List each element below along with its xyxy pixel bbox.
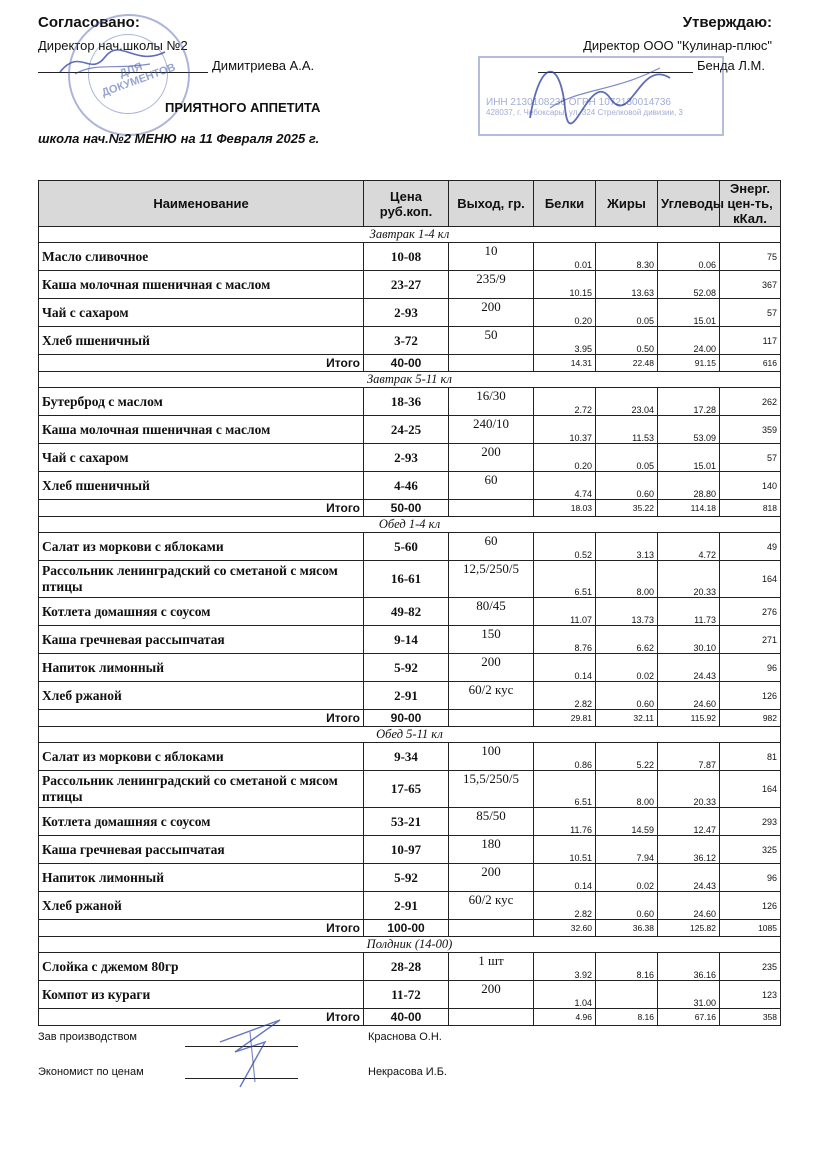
round-stamp-icon xyxy=(68,14,190,136)
col-name-header: Наименование xyxy=(39,181,364,227)
dish-price: 5-92 xyxy=(364,864,449,892)
total-fat: 35.22 xyxy=(596,500,658,517)
dish-fat: 13.73 xyxy=(596,598,658,626)
total-energy: 1085 xyxy=(720,920,781,937)
dish-energy: 123 xyxy=(720,981,781,1009)
table-row xyxy=(39,299,781,327)
dish-energy: 140 xyxy=(720,472,781,500)
dish-protein: 0.01 xyxy=(534,243,596,271)
dish-protein: 0.86 xyxy=(534,743,596,771)
dish-price: 16-61 xyxy=(364,561,449,598)
dish-name: Каша гречневая рассыпчатая xyxy=(39,626,364,654)
section-title: Завтрак 5-11 кл xyxy=(39,372,781,388)
total-row xyxy=(39,500,781,517)
table-row xyxy=(39,626,781,654)
dish-carbs: 31.00 xyxy=(658,981,720,1009)
dish-protein: 3.92 xyxy=(534,953,596,981)
dish-protein: 6.51 xyxy=(534,561,596,598)
dish-price: 28-28 xyxy=(364,953,449,981)
dish-name: Хлеб пшеничный xyxy=(39,327,364,355)
dish-output: 80/45 xyxy=(449,598,534,626)
dish-output: 50 xyxy=(449,327,534,355)
dish-protein: 0.14 xyxy=(534,654,596,682)
dish-fat: 0.05 xyxy=(596,444,658,472)
table-row xyxy=(39,327,781,355)
col-carbs-header: Углеводы xyxy=(658,181,720,227)
table-row xyxy=(39,836,781,864)
dish-energy: 117 xyxy=(720,327,781,355)
dish-output: 180 xyxy=(449,836,534,864)
dish-name: Рассольник ленинградский со сметаной с мясом птицы xyxy=(39,561,364,598)
total-energy: 982 xyxy=(720,710,781,727)
approve-heading: Утверждаю: xyxy=(682,14,772,31)
dish-fat: 6.62 xyxy=(596,626,658,654)
dish-price: 24-25 xyxy=(364,416,449,444)
dish-name: Каша гречневая рассыпчатая xyxy=(39,836,364,864)
dish-protein: 0.14 xyxy=(534,864,596,892)
dish-name: Котлета домашняя с соусом xyxy=(39,808,364,836)
dish-price: 4-46 xyxy=(364,472,449,500)
dish-carbs: 53.09 xyxy=(658,416,720,444)
table-row xyxy=(39,444,781,472)
dish-fat: 13.63 xyxy=(596,271,658,299)
table-row xyxy=(39,981,781,1009)
table-row xyxy=(39,561,781,598)
dish-energy: 164 xyxy=(720,561,781,598)
total-carbs: 115.92 xyxy=(658,710,720,727)
total-row xyxy=(39,355,781,372)
total-fat: 36.38 xyxy=(596,920,658,937)
table-row xyxy=(39,271,781,299)
total-protein: 32.60 xyxy=(534,920,596,937)
dish-price: 10-08 xyxy=(364,243,449,271)
dish-energy: 367 xyxy=(720,271,781,299)
dish-carbs: 0.06 xyxy=(658,243,720,271)
dish-protein: 2.82 xyxy=(534,892,596,920)
total-energy: 616 xyxy=(720,355,781,372)
dish-price: 3-72 xyxy=(364,327,449,355)
dish-carbs: 7.87 xyxy=(658,743,720,771)
total-price: 40-00 xyxy=(364,355,449,372)
total-carbs: 125.82 xyxy=(658,920,720,937)
total-protein: 29.81 xyxy=(534,710,596,727)
section-row xyxy=(39,727,781,743)
dish-carbs: 52.08 xyxy=(658,271,720,299)
dish-energy: 276 xyxy=(720,598,781,626)
dish-fat: 8.00 xyxy=(596,771,658,808)
footer-signature-icon xyxy=(210,1012,290,1092)
total-energy: 818 xyxy=(720,500,781,517)
dish-output: 235/9 xyxy=(449,271,534,299)
total-output-empty xyxy=(449,1009,534,1026)
table-row xyxy=(39,953,781,981)
dish-carbs: 24.00 xyxy=(658,327,720,355)
dish-price: 18-36 xyxy=(364,388,449,416)
dish-carbs: 36.12 xyxy=(658,836,720,864)
table-row xyxy=(39,771,781,808)
table-header-row xyxy=(39,181,781,227)
director-name: Бенда Л.М. xyxy=(697,58,765,73)
dish-fat: 0.02 xyxy=(596,654,658,682)
director-role: Директор ООО "Кулинар-плюс" xyxy=(583,38,772,53)
dish-output: 200 xyxy=(449,299,534,327)
dish-fat: 8.16 xyxy=(596,953,658,981)
dish-carbs: 24.43 xyxy=(658,654,720,682)
dish-name: Масло сливочное xyxy=(39,243,364,271)
table-row xyxy=(39,864,781,892)
dish-carbs: 20.33 xyxy=(658,561,720,598)
dish-name: Напиток лимонный xyxy=(39,864,364,892)
dish-protein: 8.76 xyxy=(534,626,596,654)
total-fat: 8.16 xyxy=(596,1009,658,1026)
total-price: 100-00 xyxy=(364,920,449,937)
total-carbs: 114.18 xyxy=(658,500,720,517)
dish-carbs: 24.43 xyxy=(658,864,720,892)
footer-role-economist: Экономист по ценам xyxy=(38,1066,144,1078)
total-price: 90-00 xyxy=(364,710,449,727)
total-protein: 18.03 xyxy=(534,500,596,517)
dish-protein: 10.51 xyxy=(534,836,596,864)
dish-carbs: 4.72 xyxy=(658,533,720,561)
dish-price: 9-14 xyxy=(364,626,449,654)
dish-price: 5-60 xyxy=(364,533,449,561)
dish-protein: 2.82 xyxy=(534,682,596,710)
dish-fat: 0.60 xyxy=(596,472,658,500)
dish-protein: 0.20 xyxy=(534,299,596,327)
dish-name: Салат из моркови с яблоками xyxy=(39,533,364,561)
total-carbs: 91.15 xyxy=(658,355,720,372)
round-stamp-text: ДЛЯ ДОКУМЕНТОВ xyxy=(100,60,178,100)
dish-name: Рассольник ленинградский со сметаной с мясом птицы xyxy=(39,771,364,808)
section-title: Полдник (14-00) xyxy=(39,937,781,953)
dish-price: 49-82 xyxy=(364,598,449,626)
dish-output: 1 шт xyxy=(449,953,534,981)
dish-protein: 10.37 xyxy=(534,416,596,444)
col-protein-header: Белки xyxy=(534,181,596,227)
table-row xyxy=(39,892,781,920)
dish-fat: 0.02 xyxy=(596,864,658,892)
section-row xyxy=(39,227,781,243)
table-row xyxy=(39,743,781,771)
dish-protein: 10.15 xyxy=(534,271,596,299)
dish-energy: 359 xyxy=(720,416,781,444)
dish-price: 9-34 xyxy=(364,743,449,771)
dish-name: Хлеб ржаной xyxy=(39,892,364,920)
dish-protein: 3.95 xyxy=(534,327,596,355)
dish-energy: 235 xyxy=(720,953,781,981)
total-protein: 14.31 xyxy=(534,355,596,372)
dish-fat: 3.13 xyxy=(596,533,658,561)
dish-name: Чай с сахаром xyxy=(39,299,364,327)
dish-price: 2-93 xyxy=(364,299,449,327)
dish-output: 60/2 кус xyxy=(449,892,534,920)
dish-name: Хлеб пшеничный xyxy=(39,472,364,500)
total-label: Итого xyxy=(39,710,364,727)
total-output-empty xyxy=(449,355,534,372)
dish-fat: 8.00 xyxy=(596,561,658,598)
dish-carbs: 12.47 xyxy=(658,808,720,836)
dish-protein: 0.52 xyxy=(534,533,596,561)
table-row xyxy=(39,808,781,836)
dish-energy: 57 xyxy=(720,444,781,472)
col-output-header: Выход, гр. xyxy=(449,181,534,227)
dish-output: 150 xyxy=(449,626,534,654)
dish-name: Бутерброд с маслом xyxy=(39,388,364,416)
total-row xyxy=(39,1009,781,1026)
dish-energy: 262 xyxy=(720,388,781,416)
dish-energy: 126 xyxy=(720,892,781,920)
approved-heading: Согласовано: xyxy=(38,14,140,31)
section-row xyxy=(39,937,781,953)
dish-carbs: 36.16 xyxy=(658,953,720,981)
table-row xyxy=(39,243,781,271)
dish-carbs: 11.73 xyxy=(658,598,720,626)
total-output-empty xyxy=(449,500,534,517)
total-row xyxy=(39,920,781,937)
dish-carbs: 15.01 xyxy=(658,299,720,327)
dish-protein: 11.76 xyxy=(534,808,596,836)
dish-output: 16/30 xyxy=(449,388,534,416)
total-output-empty xyxy=(449,710,534,727)
total-row xyxy=(39,710,781,727)
total-protein: 4.96 xyxy=(534,1009,596,1026)
dish-output: 100 xyxy=(449,743,534,771)
total-output-empty xyxy=(449,920,534,937)
col-energy-header: Энерг. цен-ть, кКал. xyxy=(720,181,781,227)
dish-output: 10 xyxy=(449,243,534,271)
dish-fat: 0.05 xyxy=(596,299,658,327)
dish-protein: 1.04 xyxy=(534,981,596,1009)
total-label: Итого xyxy=(39,1009,364,1026)
dish-price: 2-93 xyxy=(364,444,449,472)
dish-price: 17-65 xyxy=(364,771,449,808)
table-row xyxy=(39,598,781,626)
dish-fat: 23.04 xyxy=(596,388,658,416)
dish-fat: 0.60 xyxy=(596,892,658,920)
dish-fat: 7.94 xyxy=(596,836,658,864)
dish-energy: 164 xyxy=(720,771,781,808)
dish-energy: 96 xyxy=(720,654,781,682)
dish-output: 200 xyxy=(449,981,534,1009)
dish-output: 200 xyxy=(449,654,534,682)
dish-price: 2-91 xyxy=(364,682,449,710)
dish-name: Напиток лимонный xyxy=(39,654,364,682)
table-row xyxy=(39,416,781,444)
dish-fat: 11.53 xyxy=(596,416,658,444)
dish-carbs: 24.60 xyxy=(658,682,720,710)
dish-energy: 81 xyxy=(720,743,781,771)
dish-carbs: 30.10 xyxy=(658,626,720,654)
dish-protein: 0.20 xyxy=(534,444,596,472)
section-row xyxy=(39,372,781,388)
total-label: Итого xyxy=(39,920,364,937)
dish-fat: 0.60 xyxy=(596,682,658,710)
dish-output: 12,5/250/5 xyxy=(449,561,534,598)
total-carbs: 67.16 xyxy=(658,1009,720,1026)
dish-protein: 2.72 xyxy=(534,388,596,416)
section-title: Обед 5-11 кл xyxy=(39,727,781,743)
dish-price: 53-21 xyxy=(364,808,449,836)
dish-price: 5-92 xyxy=(364,654,449,682)
dish-name: Котлета домашняя с соусом xyxy=(39,598,364,626)
total-fat: 32.11 xyxy=(596,710,658,727)
dish-name: Чай с сахаром xyxy=(39,444,364,472)
dish-energy: 96 xyxy=(720,864,781,892)
approver-name: Димитриева А.А. xyxy=(212,58,315,73)
dish-output: 15,5/250/5 xyxy=(449,771,534,808)
dish-energy: 75 xyxy=(720,243,781,271)
total-label: Итого xyxy=(39,355,364,372)
section-row xyxy=(39,517,781,533)
dish-carbs: 15.01 xyxy=(658,444,720,472)
table-row xyxy=(39,472,781,500)
dish-name: Салат из моркови с яблоками xyxy=(39,743,364,771)
dish-protein: 6.51 xyxy=(534,771,596,808)
company-stamp-line1: ИНН 2130108236 ОГРН 1072130014736 xyxy=(486,97,671,108)
footer-name-economist: Некрасова И.Б. xyxy=(368,1066,447,1078)
dish-energy: 293 xyxy=(720,808,781,836)
section-title: Завтрак 1-4 кл xyxy=(39,227,781,243)
total-energy: 358 xyxy=(720,1009,781,1026)
dish-output: 60 xyxy=(449,533,534,561)
table-row xyxy=(39,388,781,416)
dish-energy: 271 xyxy=(720,626,781,654)
dish-price: 23-27 xyxy=(364,271,449,299)
col-fat-header: Жиры xyxy=(596,181,658,227)
total-fat: 22.48 xyxy=(596,355,658,372)
table-row xyxy=(39,682,781,710)
dish-name: Каша молочная пшеничная с маслом xyxy=(39,271,364,299)
section-title: Обед 1-4 кл xyxy=(39,517,781,533)
total-price: 40-00 xyxy=(364,1009,449,1026)
dish-fat: 14.59 xyxy=(596,808,658,836)
company-stamp-line2: 428037, г. Чебоксары, ул. 324 Стрелковой дивизии, 3 xyxy=(486,108,683,117)
dish-energy: 49 xyxy=(720,533,781,561)
dish-carbs: 20.33 xyxy=(658,771,720,808)
dish-name: Компот из кураги xyxy=(39,981,364,1009)
dish-carbs: 28.80 xyxy=(658,472,720,500)
table-row xyxy=(39,533,781,561)
dish-fat: 5.22 xyxy=(596,743,658,771)
dish-protein: 4.74 xyxy=(534,472,596,500)
dish-protein: 11.07 xyxy=(534,598,596,626)
total-label: Итого xyxy=(39,500,364,517)
greeting-title: ПРИЯТНОГО АППЕТИТА xyxy=(165,100,321,115)
dish-name: Хлеб ржаной xyxy=(39,682,364,710)
dish-output: 60 xyxy=(449,472,534,500)
approver-role: Директор нач.школы №2 xyxy=(38,38,188,53)
dish-output: 85/50 xyxy=(449,808,534,836)
dish-fat xyxy=(596,981,658,1009)
menu-subtitle: школа нач.№2 МЕНЮ на 11 Февраля 2025 г. xyxy=(38,131,320,146)
dish-energy: 57 xyxy=(720,299,781,327)
total-price: 50-00 xyxy=(364,500,449,517)
col-price-header: Цена руб.коп. xyxy=(364,181,449,227)
dish-fat: 0.50 xyxy=(596,327,658,355)
dish-carbs: 24.60 xyxy=(658,892,720,920)
dish-output: 240/10 xyxy=(449,416,534,444)
footer-name-production: Краснова О.Н. xyxy=(368,1031,442,1043)
dish-price: 10-97 xyxy=(364,836,449,864)
dish-energy: 126 xyxy=(720,682,781,710)
dish-name: Каша молочная пшеничная с маслом xyxy=(39,416,364,444)
menu-table xyxy=(38,180,781,1026)
dish-energy: 325 xyxy=(720,836,781,864)
dish-price: 11-72 xyxy=(364,981,449,1009)
director-signature-icon xyxy=(520,48,680,128)
footer-role-production: Зав производством xyxy=(38,1031,137,1043)
dish-output: 200 xyxy=(449,864,534,892)
dish-price: 2-91 xyxy=(364,892,449,920)
dish-fat: 8.30 xyxy=(596,243,658,271)
dish-name: Слойка с джемом 80гр xyxy=(39,953,364,981)
table-row xyxy=(39,654,781,682)
dish-carbs: 17.28 xyxy=(658,388,720,416)
dish-output: 200 xyxy=(449,444,534,472)
dish-output: 60/2 кус xyxy=(449,682,534,710)
